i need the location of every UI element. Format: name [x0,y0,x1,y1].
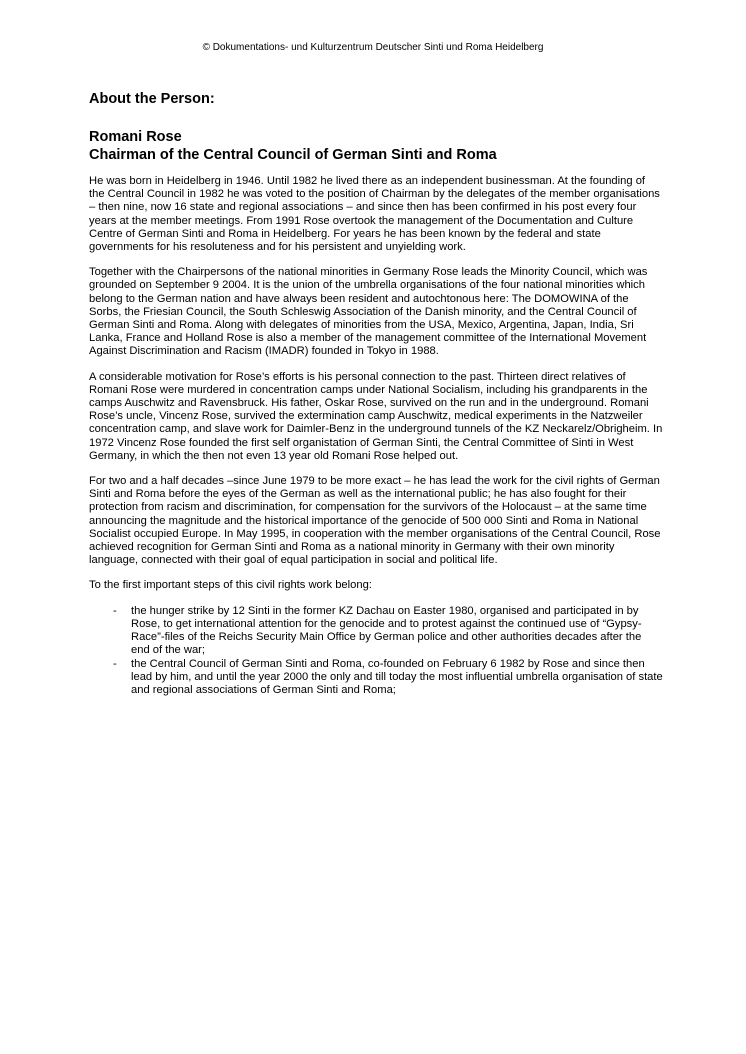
paragraph-first-steps-intro: To the first important steps of this civil rights work belong: [89,579,372,592]
section-title: About the Person: [89,91,215,107]
bullet-marker: - [113,657,117,670]
paragraph-civil-rights: For two and a half decades –since June 1979 to be more exact – he has lead the work for the civil rights of German Sinti and Roma before the eyes of the German as well as the international public; he has also fought for their protection from racism and discrimination, for compensation for the survivors of the Holocaust – at the same time announcing the magnitude and the historical importance of the genocide of 500 000 Sinti and Roma in National Socialist occupied Europe. In May 1995, in cooperation with the member organisations of the Central Council, Rose achieved recognition for German Sinti and Roma as a national minority in Germany with their own minority language, connected with their goal of equal participation in social and political life. [89,475,661,567]
person-role: Chairman of the Central Council of German Sinti and Roma [89,147,497,163]
paragraph-biography: He was born in Heidelberg in 1946. Until 1982 he lived there as an independent businessman. At the founding of the Central Council in 1982 he was voted to the position of Chairman by the delegates of the member organisations – then nine, now 16 state and regional associations – and since then has been confirmed in his post every four years at the member meetings. From 1991 Rose overtook the management of the Documentation and Culture Centre of German Sinti and Roma in Heidelberg. For years he has been known by the federal and state governments for his resoluteness and for his persistent and unyielding work. [89,175,660,254]
bullet-marker: - [113,604,117,617]
copyright-header: © Dokumentations- und Kulturzentrum Deutscher Sinti und Roma Heidelberg [202,42,544,53]
first-steps-list [89,605,663,697]
person-heading [89,128,663,164]
person-name: Romani Rose [89,129,182,145]
list-item-text: the Central Council of German Sinti and Roma, co-founded on February 6 1982 by Rose and since then lead by him, and until the year 2000 the only and till today the most influential umbrella organisation of state and regional associations of German Sinti and Roma; [131,657,663,696]
list-item-text: the hunger strike by 12 Sinti in the former KZ Dachau on Easter 1980, organised and participated in by Rose, to get international attention for the genocide and to protest against the continued use of “Gypsy-Race”-files of the Reichs Security Main Office by German police and other authorities decades after the end of the war; [131,604,642,657]
list-item [89,605,663,658]
paragraph-motivation: A considerable motivation for Rose’s efforts is his personal connection to the past. Thirteen direct relatives of Romani Rose were murdered in concentration camps under National Socialism, including his grandparents in the camps Auschwitz and Ravensbruck. His father, Oskar Rose, survived on the run and in the underground. Romani Rose’s uncle, Vincenz Rose, survived the extermination camp Auschwitz, medical experiments in the Natzweiler concentration camp, and slave work for Daimler-Benz in the underground tunnels of the KZ Neckarelz/Obrigheim. In 1972 Vincenz Rose founded the first self organistation of German Sinti, the Central Committee of Sinti in West Germany, in which the then not even 13 year old Romani Rose helped out. [89,370,663,462]
document-body [89,90,663,697]
list-item [89,658,663,698]
paragraph-minority-council: Together with the Chairpersons of the national minorities in Germany Rose leads the Minority Council, which was grounded on September 9 2004. It is the union of the umbrella organisations of the four national minorities which belong to the German nation and have always been resident and autochtonous here: The DOMOWINA of the Sorbs, the Friesian Council, the South Schleswig Association of the Danish minority, and the Central Council of German Sinti and Roma. Along with delegates of minorities from the USA, Mexico, Argentina, Japan, India, Sri Lanka, France and Holland Rose is also a member of the management committee of the International Movement Against Discrimination and Racism (IMADR) founded in Tokyo in 1988. [89,266,648,358]
